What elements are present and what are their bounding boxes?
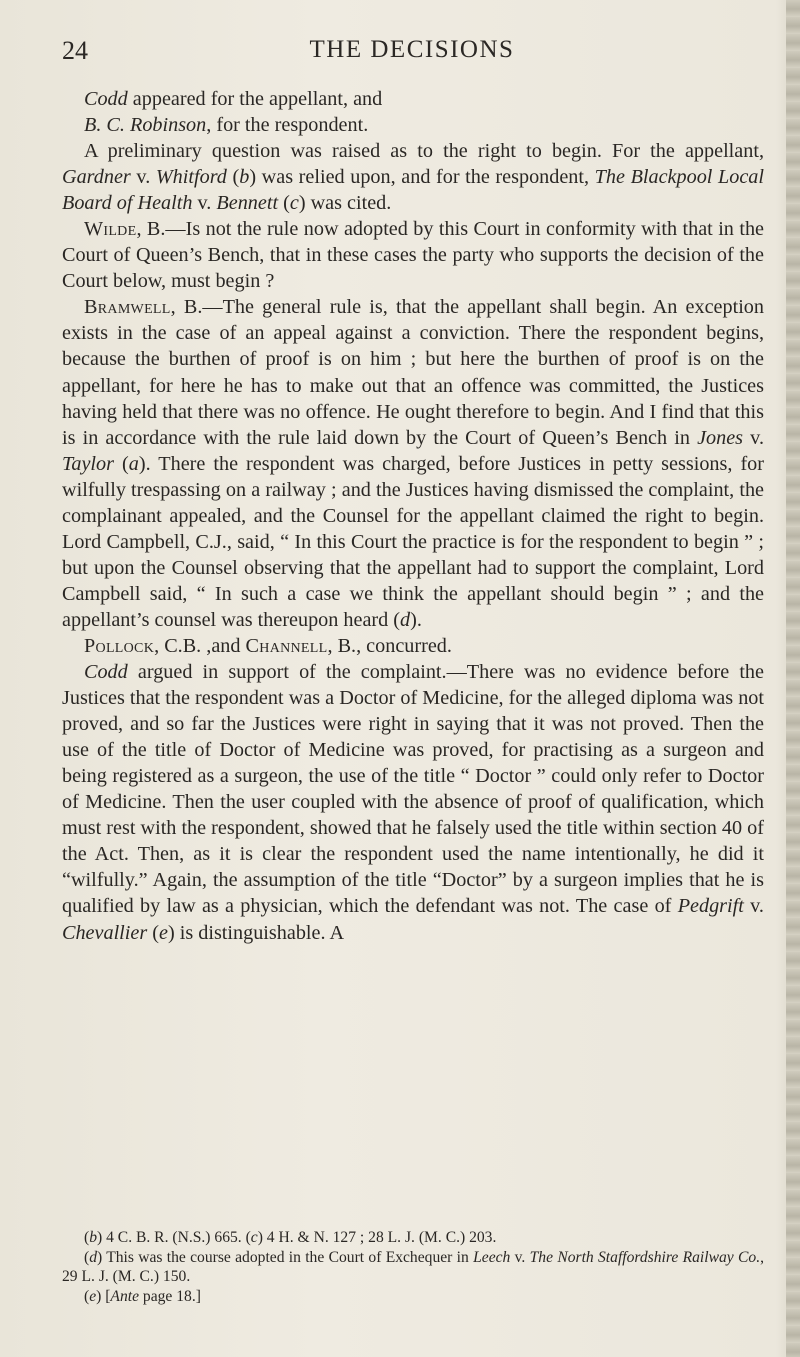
text-run: ( xyxy=(278,192,290,215)
text-run: ). xyxy=(410,608,422,631)
footnote-ref: c xyxy=(289,192,299,215)
footnote-mark: c xyxy=(250,1229,258,1246)
text-run: ) 4 C. B. R. (N.S.) 665. ( xyxy=(97,1229,251,1246)
text-run: , for the respondent. xyxy=(206,114,369,137)
judge-name: Wilde xyxy=(84,218,137,241)
footnote-e xyxy=(62,1287,764,1307)
italic-name: B. C. Robinson xyxy=(84,114,207,137)
text-run: ( xyxy=(147,921,159,944)
text-run: argued in support of the complaint.—There was no evidence before the Justices that the respondent was a Doctor of Medicine, for the alleged diploma was not proved, and so far the Justices were right in saying that it was not proved. Then the use of the title of Doctor of Medicine was proved, for practising as a surgeon and being registered as a surgeon, the use of the title “ Doctor ” could only refer to Doctor of Medicine. Then the user coupled with the absence of proof of qualification, which must rest with the respondent, showed that he falsely used the title within section 40 of the Act. Then, as it is clear the respondent used the name intentionally, he did it “wilfully.” Again, the assumption of the title “Doctor” by a surgeon implies that he is qualified by law as a physician, which the defendant was not. The case of xyxy=(62,661,764,918)
text-run: ) was cited. xyxy=(298,192,392,215)
text-run: ( xyxy=(84,1287,90,1305)
italic-name: Codd xyxy=(84,88,128,110)
case-name: Bennett xyxy=(216,192,279,215)
text-run: , C.B. ,and xyxy=(154,634,246,657)
running-head xyxy=(62,36,762,68)
case-name: Whitford xyxy=(155,166,227,189)
paragraph-counsel-appellant xyxy=(62,86,764,112)
text-run: ). There the respondent was charged, before Justices in petty sessions, for wilfully trespassing on a railway ; and the Justices having dismissed the complaint, the complainant appealed, and the Counsel for the appellant claimed the right to begin. Lord Campbell, C.J., said, “ In this Court the practice is for the respondent to begin ” ; but upon the Counsel observing that the appellant had to support the complaint, Lord Campbell said, “ In such a case we think the appellant should begin ” ; and the appellant’s counsel was thereupon heard ( xyxy=(62,452,764,631)
text-run: ( xyxy=(114,452,129,475)
case-name: Pedgrift xyxy=(677,895,744,918)
paragraph-preliminary-question xyxy=(62,138,764,216)
text-run: v. xyxy=(743,895,764,918)
footnote-ref: a xyxy=(128,452,139,475)
footnote-mark: b xyxy=(89,1229,97,1246)
case-name: Gardner xyxy=(62,166,131,189)
paragraph-codd-argument xyxy=(62,659,764,946)
text-run: ( xyxy=(84,1229,90,1246)
page-number: 24 xyxy=(62,36,88,65)
judge-name: Bramwell xyxy=(84,296,171,319)
case-name: Taylor xyxy=(62,452,114,475)
footnote-b-c xyxy=(62,1228,764,1248)
running-title: THE DECISIONS xyxy=(309,36,515,63)
text-run: ) This was the course adopted in the Court of Exchequer in xyxy=(97,1248,474,1266)
case-name: The Blackpool Local Board of Health xyxy=(62,166,764,215)
footnote-ref: d xyxy=(400,608,411,631)
text-run: page 18.] xyxy=(139,1287,201,1305)
paragraph-counsel-respondent xyxy=(62,112,764,138)
text-run: ) [ xyxy=(96,1287,111,1305)
text-run: ( xyxy=(226,166,240,189)
text-run: ) 4 H. & N. 127 ; 28 L. J. (M. C.) 203. xyxy=(257,1229,497,1246)
footnotes xyxy=(62,1228,764,1306)
text-run: appeared for the appellant, and xyxy=(127,88,383,110)
text-run: , B.—Is not the rule now adopted by this Court in conformity with that in the Court of Queen’s Bench, that in these cases the party who supports the decision of the Court below, must begin ? xyxy=(62,218,764,293)
paragraph-bramwell xyxy=(62,294,764,633)
footnote-d xyxy=(62,1248,764,1287)
footnote-ref: b xyxy=(239,166,250,189)
footnote-ref: e xyxy=(159,921,168,944)
text-run: v. xyxy=(192,192,217,215)
text-run: v. xyxy=(743,426,764,449)
text-run: ( xyxy=(84,1248,90,1266)
text-run: v. xyxy=(130,166,156,189)
body-text xyxy=(62,86,764,946)
text-run: v. xyxy=(510,1248,530,1266)
text-run: , B.—The general rule is, that the appellant shall begin. An exception exists in the case of an appeal against a conviction. There the respondent begins, because the burthen of proof is on him ; but here the burthen of proof is on the appellant, for here he has to make out that an offence was committed, the Justices having held that there was no offence. He ought therefore to begin. And I find that this is in accordance with the rule laid down by the Court of Queen’s Bench in xyxy=(62,296,764,449)
case-name: Leech xyxy=(473,1248,511,1266)
footnote-mark: d xyxy=(89,1248,97,1266)
judge-name: Pollock xyxy=(84,634,155,657)
text-run: , 29 L. J. (M. C.) 150. xyxy=(62,1248,765,1286)
text-run: A preliminary question was raised as to the right to begin. For the appellant, xyxy=(84,140,764,163)
page-edge xyxy=(786,0,800,1357)
paragraph-pollock-channell xyxy=(62,633,764,659)
case-name: Jones xyxy=(697,426,744,449)
text-run: , B., concurred. xyxy=(327,634,452,657)
judge-name: Channell xyxy=(245,634,328,657)
text-run: ) was relied upon, and for the respondent, xyxy=(249,166,595,189)
case-name: Chevallier xyxy=(62,921,148,944)
paragraph-wilde xyxy=(62,216,764,294)
text-run: ) is distinguishable. A xyxy=(167,921,345,944)
italic-name: Codd xyxy=(84,661,128,684)
case-name: The North Staffordshire Railway Co. xyxy=(529,1248,761,1266)
footnote-mark: e xyxy=(89,1287,97,1305)
italic-word: Ante xyxy=(110,1287,139,1305)
